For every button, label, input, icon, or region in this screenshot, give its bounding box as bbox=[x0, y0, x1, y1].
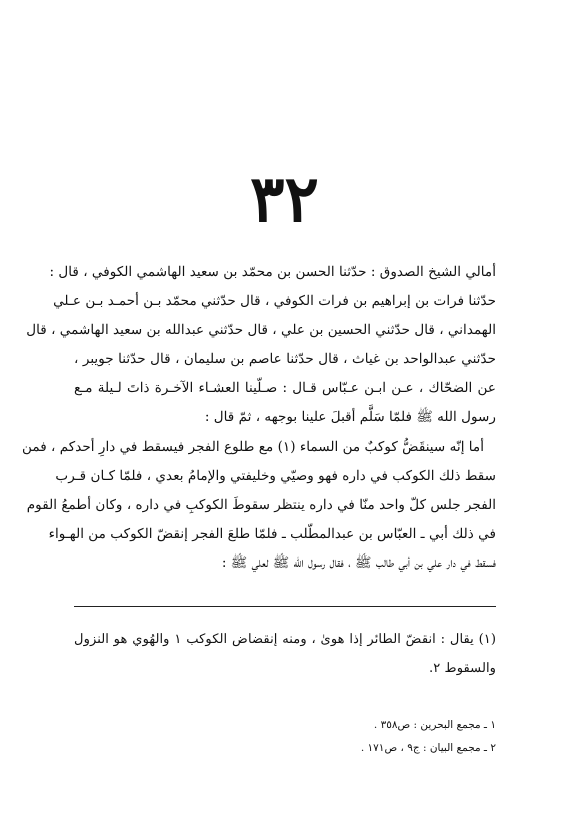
text-line: حدّثنا فرات بن إبراهيم بن فرات الكوفي ، قال حدّثني محمّد بـن أحمـد بـن عـلي bbox=[53, 293, 496, 310]
chapter-number: ٣٢ bbox=[250, 162, 319, 237]
text-line: سقط ذلك الكوكب في داره فهو وصيّي وخليفتي والإمامُ بعدي ، فلمّا كـان قـرب bbox=[55, 467, 496, 484]
text-line: حدّثني عبدالواحد بن غياث ، قال حدّثنا عاصم بن سليمان ، قال حدّثنا جويبر ، bbox=[74, 351, 496, 368]
text-line: الفجر جلس كلّ واحد منّا في داره ينتظر سقوطَ الكوكبِ في داره ، وكان أطمعُ القوم bbox=[26, 496, 496, 513]
text-line: أمالي الشيخ الصدوق : حدّثنا الحسن بن محمّد بن سعيد الهاشمي الكوفي ، قال : bbox=[49, 264, 496, 280]
footnote-separator bbox=[74, 606, 496, 607]
text-line: الهمداني ، قال حدّثني الحسين بن علي ، قال حدّثني عبدالله بن سعيد الهاشمي ، قال bbox=[26, 322, 496, 339]
reference-item: ٢ ـ مجمع البيان : ج٩ ، ص١٧١ . bbox=[360, 742, 496, 754]
footnote-line: (١) يقال : انقضّ الطائر إذا هوىٰ ، ومنه إنقضاض الكوكب ١ والهُوي هو النزول bbox=[74, 632, 496, 647]
text-line: في ذلك أبي ـ العبّاس بن عبدالمطّلب ـ فلمّا طلعَ الفجر إنقضّ الكوكب من الهـواء bbox=[48, 525, 496, 542]
references bbox=[74, 714, 496, 760]
footnote-line: والسقوط ٢. bbox=[429, 661, 496, 676]
text-line: أما إنّه سينقَضُّ كوكبٌ من السماء (١) مع طلوع الفجر فيسقط في دارِ أحدكم ، فمن bbox=[22, 438, 484, 455]
text-line: فسقط في دار علي بن أبي طالب ﷺ ، فقال رسول الله ﷺ لعلي ﷺ : bbox=[221, 554, 496, 571]
reference-item: ١ ـ مجمع البحرين : ص٣٥٨ . bbox=[373, 719, 496, 731]
main-text bbox=[22, 258, 496, 578]
text-line: عن الضحّاك ، عـن ابـن عـبّاس قـال : صـلّينا العشـاء الآخـرة ذاتَ لـيلة مـع bbox=[74, 380, 496, 397]
text-line: رسول الله ﷺ فلمّا سَلَّم أقبلَ علينا بوجهه ، ثمّ قال : bbox=[204, 409, 496, 426]
footnote bbox=[74, 625, 496, 683]
